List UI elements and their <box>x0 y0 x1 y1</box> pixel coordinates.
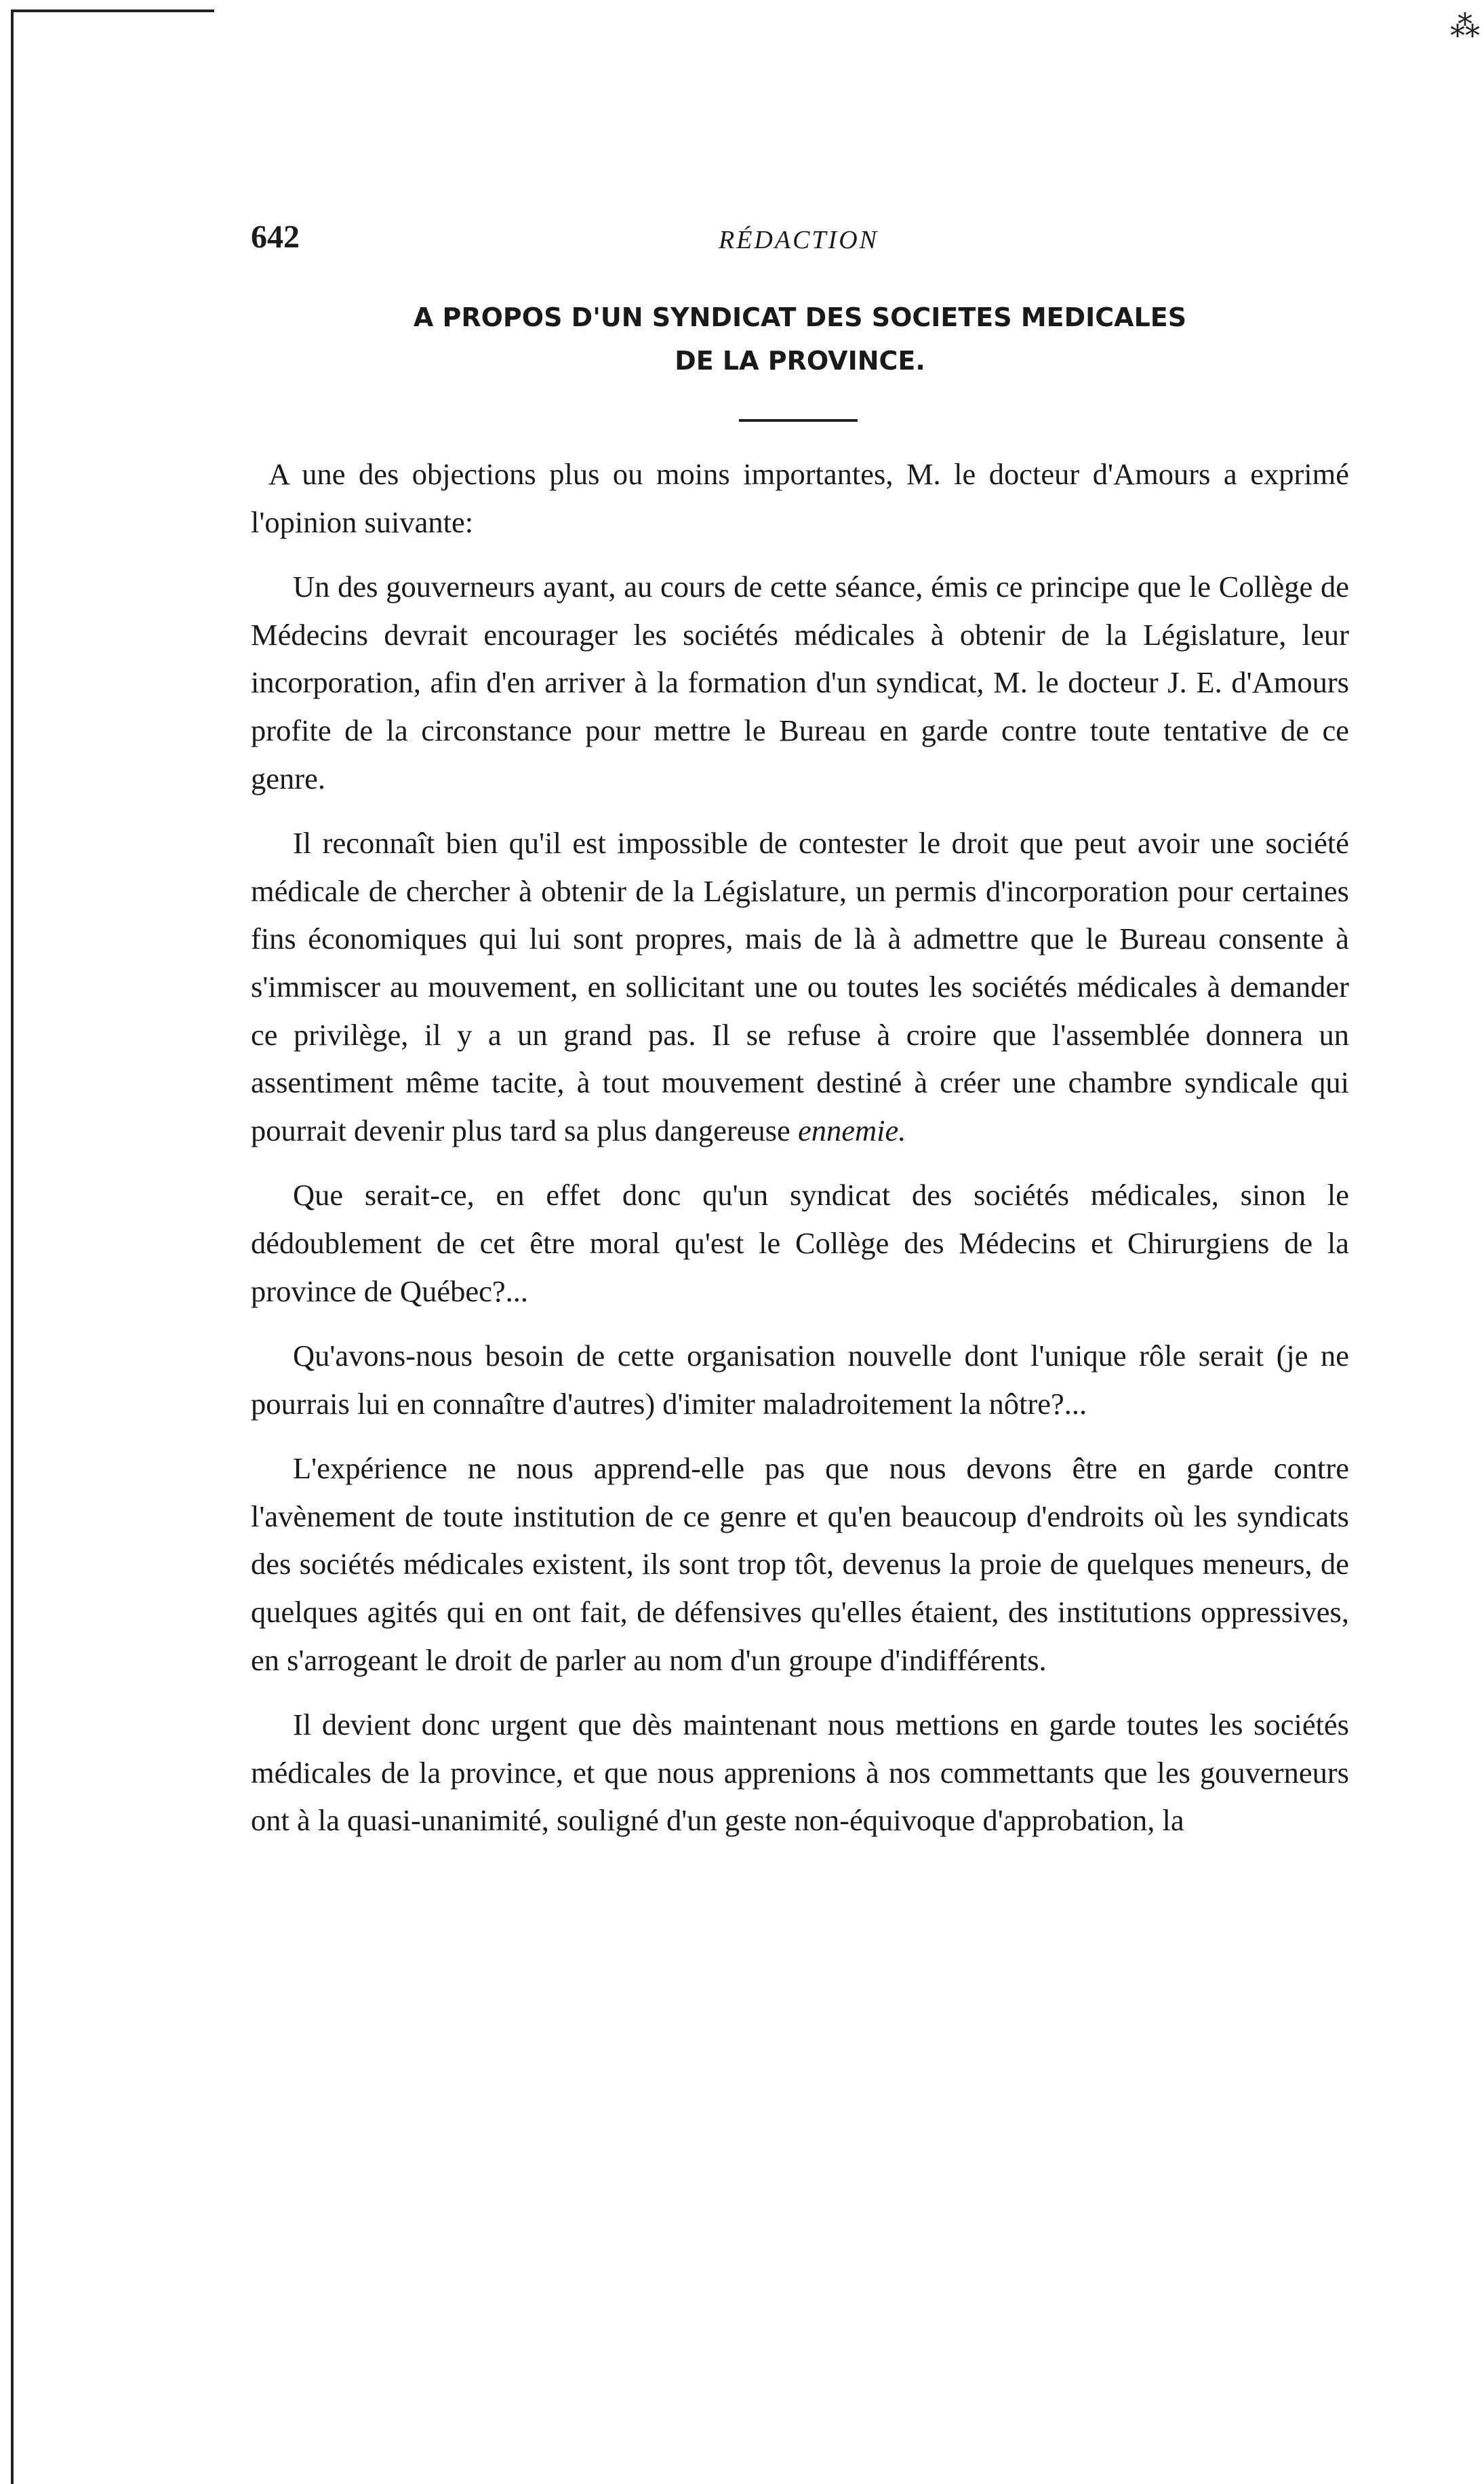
article-title <box>251 296 1349 382</box>
article-body <box>251 450 1349 1861</box>
paragraph-5: Qu'avons-nous besoin de cette organisation nouvelle dont l'unique rôle serait (je ne pourrais lui en connaître d'autres) d'imiter maladroitement la nôtre?... <box>251 1339 1349 1421</box>
paragraph-3-emphasis: ennemie. <box>797 1113 906 1147</box>
paragraph-1: A une des objections plus ou moins importantes, M. le docteur d'Amours a exprimé l'opinion suivante: <box>251 457 1349 539</box>
page-header <box>251 217 1349 258</box>
title-separator-rule <box>739 419 858 422</box>
page-number: 642 <box>251 219 300 255</box>
scan-border-left <box>11 9 14 2484</box>
paragraph-7: Il devient donc urgent que dès maintenant nous mettions en garde toutes les sociétés médicales de la province, et que nous apprenions à nos commettants que les gouverneurs ont à la quasi-unanimité, souligné d'un geste non-équivoque d'approbation, la <box>251 1708 1349 1838</box>
scan-corner-mark: ⁂ <box>1450 9 1480 44</box>
paragraph-3 <box>251 819 1349 1154</box>
article-title-line-1: A PROPOS D'UN SYNDICAT DES SOCIETES MEDICALES <box>413 302 1187 332</box>
paragraph-6: L'expérience ne nous apprend-elle pas que nous devons être en garde contre l'avènement de toute institution de ce genre et qu'en beaucoup d'endroits où les syndicats des sociétés médicales existent, ils sont trop tôt, devenus la proie de quelques meneurs, de quelques agités qui en ont fait, de défensives qu'elles étaient, des institutions oppressives, en s'arrogeant le droit de parler au nom d'un groupe d'indifférents. <box>251 1451 1349 1677</box>
paragraph-3-text: Il reconnaît bien qu'il est impossible de contester le droit que peut avoir une société médicale de chercher à obtenir de la Législature, un permis d'incorporation pour certaines fins économiques qui lui sont propres, mais de là à admettre que le Bureau consente à s'immiscer au mouvement, en sollicitant une ou toutes les sociétés médicales à demander ce privilège, il y a un grand pas. Il se refuse à croire que l'assemblée donnera un assentiment même tacite, à tout mouvement destiné à créer une chambre syndicale qui pourrait devenir plus tard sa plus dangereuse <box>251 826 1349 1147</box>
paragraph-4: Que serait-ce, en effet donc qu'un syndicat des sociétés médicales, sinon le dédoublement de cet être moral qu'est le Collège des Médecins et Chirurgiens de la province de Québec?... <box>251 1178 1349 1308</box>
article-title-line-2: DE LA PROVINCE. <box>675 346 925 376</box>
running-head: RÉDACTION <box>719 226 879 254</box>
paragraph-2: Un des gouverneurs ayant, au cours de cette séance, émis ce principe que le Collège de Médecins devrait encourager les sociétés médicales à obtenir de la Législature, leur incorporation, afin d'en arriver à la formation d'un syndicat, M. le docteur J. E. d'Amours profite de la circonstance pour mettre le Bureau en garde contre toute tentative de ce genre. <box>251 570 1349 795</box>
scan-border-top <box>11 9 214 12</box>
